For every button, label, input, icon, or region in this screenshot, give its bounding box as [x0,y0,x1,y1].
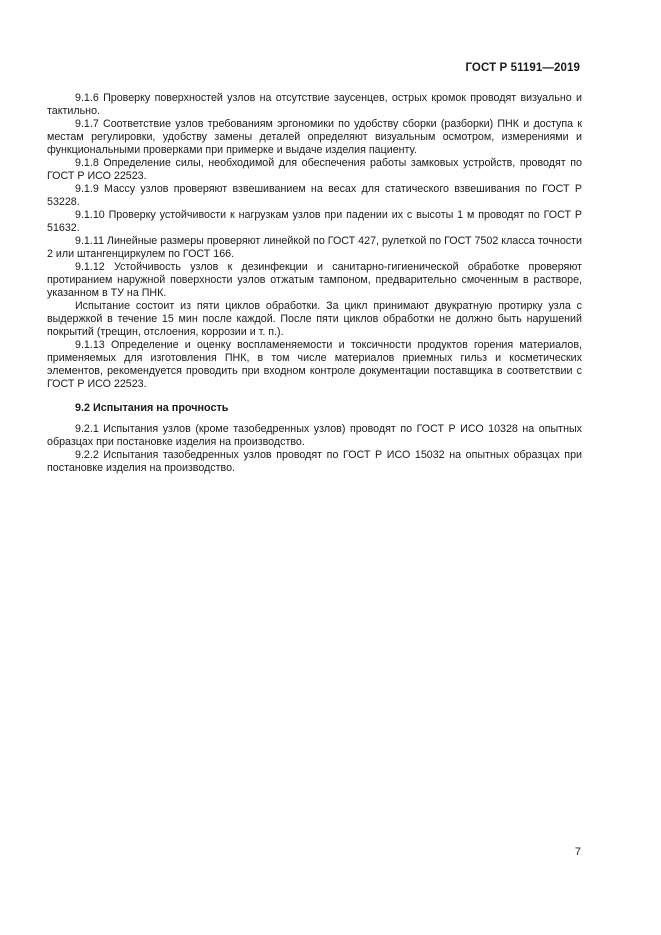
paragraph-9-1-11: 9.1.11 Линейные размеры проверяют линейкой по ГОСТ 427, рулеткой по ГОСТ 7502 класса точности 2 или штангенциркулем по ГОСТ 166. [47,235,582,260]
paragraph-9-1-10: 9.1.10 Проверку устойчивости к нагрузкам узлов при падении их с высоты 1 м проводят по ГОСТ Р 51632. [47,209,582,234]
paragraph-9-1-8: 9.1.8 Определение силы, необходимой для обеспечения работы замковых устройств, проводят по ГОСТ Р ИСО 22523. [47,157,582,182]
document-body [47,92,582,475]
section-title-9-2: 9.2 Испытания на прочность [75,402,229,414]
page-number: 7 [574,846,581,858]
standard-id-header: ГОСТ Р 51191—2019 [465,62,580,74]
paragraph-9-2-2: 9.2.2 Испытания тазобедренных узлов проводят по ГОСТ Р ИСО 15032 на опытных образцах при постановке изделия на производство. [47,449,582,474]
paragraph-9-1-7: 9.1.7 Соответствие узлов требованиям эргономики по удобству сборки (разборки) ПНК и доступа к местам регулировки, удобству замены деталей определяют визуальным осмотром, измерениями и функциональными проверками при примерке и выдаче изделия пациенту. [47,118,582,156]
paragraph-9-1-12: 9.1.12 Устойчивость узлов к дезинфекции и санитарно-гигиенической обработке проверяют протиранием наружной поверхности узлов отжатым тампоном, предварительно смоченным в растворе, указанном в ТУ на ПНК. [47,261,582,299]
paragraph-9-2-1: 9.2.1 Испытания узлов (кроме тазобедренных узлов) проводят по ГОСТ Р ИСО 10328 на опытных образцах при постановке изделия на производство. [47,423,582,448]
paragraph-9-1-13: 9.1.13 Определение и оценку воспламеняемости и токсичности продуктов горения материалов, применяемых для изготовления ПНК, в том числе материалов приемных гильз и косметических элементов, рекомендуется проводить при входном контроле документации поставщика в соответствии с ГОСТ Р ИСО 22523. [47,339,582,390]
paragraph-9-1-6: 9.1.6 Проверку поверхностей узлов на отсутствие заусенцев, острых кромок проводят визуально и тактильно. [47,92,582,117]
paragraph-9-1-9: 9.1.9 Массу узлов проверяют взвешиванием на весах для статического взвешивания по ГОСТ Р 53228. [47,183,582,208]
paragraph-test-cycles: Испытание состоит из пяти циклов обработки. За цикл принимают двукратную протирку узла с выдержкой в течение 15 мин после каждой. После пяти циклов обработки не должно быть нарушений покрытий (трещин, отслоения, коррозии и т. п.). [47,300,582,338]
